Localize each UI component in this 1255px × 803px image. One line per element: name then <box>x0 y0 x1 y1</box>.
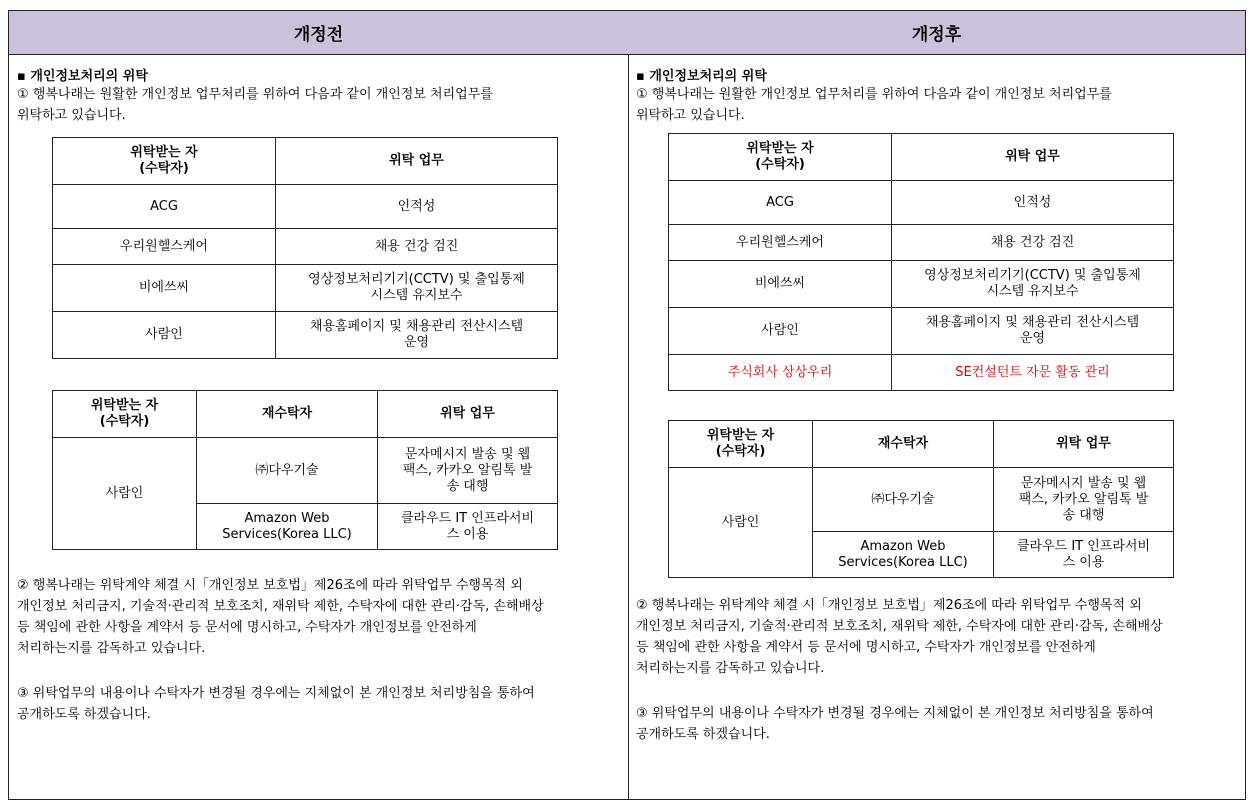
intro-line: ① 행복나래는 원활한 개인정보 업무처리를 위하여 다음과 같이 개인정보 처리업무를 <box>17 87 493 102</box>
header-after: 개정후 <box>628 11 1245 55</box>
paragraph-line: ③ 위탁업무의 내용이나 수탁자가 변경될 경우에는 지체없이 본 개인정보 처리방침을 통하여 <box>17 686 535 701</box>
table-row <box>53 312 558 359</box>
paragraph-line: ③ 위탁업무의 내용이나 수탁자가 변경될 경우에는 지체없이 본 개인정보 처리방침을 통하여 <box>636 706 1154 721</box>
cell-consignee-added: 주식회사 상상우리 <box>669 355 892 391</box>
paragraph-2 <box>636 595 1163 679</box>
cell-task: 영상정보처리기기(CCTV) 및 출입통제 시스템 유지보수 <box>892 261 1174 308</box>
table-row <box>669 225 1174 261</box>
intro-paragraph <box>17 84 493 126</box>
table-row <box>669 308 1174 355</box>
header-task <box>276 138 558 185</box>
cell-text: 위탁받는 자 (수탁자) <box>746 141 814 172</box>
paragraph-line: 처리하는지를 감독하고 있습니다. <box>636 661 825 676</box>
cell-consignee: 우리원헬스케어 <box>53 229 276 265</box>
cell-consignee: ACG <box>669 181 892 225</box>
cell-consignee: 사람인 <box>53 438 197 550</box>
table-row <box>53 265 558 312</box>
cell-text: 위탁 업무 <box>1005 149 1060 164</box>
intro-line: 위탁하고 있습니다. <box>17 108 126 123</box>
paragraph-line: 처리하는지를 감독하고 있습니다. <box>17 641 206 656</box>
cell-subcontractor: ㈜다우기술 <box>197 438 378 504</box>
cell-task: 인적성 <box>276 185 558 229</box>
cell-task: 클라우드 IT 인프라서비 스 이용 <box>378 504 558 550</box>
cell-consignee: 사람인 <box>53 312 276 359</box>
cell-consignee: 사람인 <box>669 308 892 355</box>
section-title: ▪ 개인정보처리의 위탁 <box>636 69 767 84</box>
cell-consignee: 우리원헬스케어 <box>669 225 892 261</box>
table-row <box>669 181 1174 225</box>
cell-consignee: 사람인 <box>669 468 813 578</box>
cell-consignee: 비에쓰씨 <box>669 261 892 308</box>
table-row <box>53 229 558 265</box>
cell-task: 문자메시지 발송 및 웹 팩스, 카카오 알림톡 발 송 대행 <box>378 438 558 504</box>
cell-task: 채용 건강 검진 <box>892 225 1174 261</box>
intro-paragraph <box>636 84 1112 126</box>
column-before <box>9 11 629 799</box>
paragraph-3 <box>17 683 535 725</box>
header-consignee <box>669 421 813 468</box>
cell-text: 위탁받는 자 (수탁자) <box>706 428 775 459</box>
cell-subcontractor: Amazon Web Services(Korea LLC) <box>813 532 994 578</box>
cell-text: 위탁받는 자 (수탁자) <box>130 145 198 176</box>
cell-task: 인적성 <box>892 181 1174 225</box>
paragraph-line: 공개하도록 하겠습니다. <box>17 707 151 722</box>
paragraph-2 <box>17 575 544 659</box>
consignee-table <box>668 133 1174 391</box>
cell-consignee: 비에쓰씨 <box>53 265 276 312</box>
cell-task: 영상정보처리기기(CCTV) 및 출입통제 시스템 유지보수 <box>276 265 558 312</box>
header-subcontractor: 재수탁자 <box>813 421 994 468</box>
paragraph-3 <box>636 703 1154 745</box>
cell-task: 채용홈페이지 및 채용관리 전산시스템 운영 <box>276 312 558 359</box>
comparison-frame <box>8 10 1246 800</box>
subcontractor-table <box>52 390 558 550</box>
paragraph-line: ② 행복나래는 위탁계약 체결 시「개인정보 보호법」제26조에 따라 위탁업무 수행목적 외 <box>636 598 1142 613</box>
cell-text: 위탁받는 자 (수탁자) <box>90 398 159 429</box>
header-subcontractor: 재수탁자 <box>197 391 378 438</box>
subcontractor-table <box>668 420 1174 578</box>
consignee-table <box>52 137 558 359</box>
table-row <box>669 261 1174 308</box>
paragraph-line: 개인정보 처리금지, 기술적·관리적 보호조치, 재위탁 제한, 수탁자에 대한 관리·감독, 손해배상 <box>17 599 544 614</box>
paragraph-line: 개인정보 처리금지, 기술적·관리적 보호조치, 재위탁 제한, 수탁자에 대한 관리·감독, 손해배상 <box>636 619 1163 634</box>
cell-task-added: SE컨설턴트 자문 활동 관리 <box>892 355 1174 391</box>
cell-task: 채용 건강 검진 <box>276 229 558 265</box>
table-row <box>53 185 558 229</box>
header-before: 개정전 <box>9 11 628 55</box>
table-row <box>669 468 1174 532</box>
table-row-added <box>669 355 1174 391</box>
header-task <box>892 134 1174 181</box>
cell-subcontractor: ㈜다우기술 <box>813 468 994 532</box>
intro-line: ① 행복나래는 원활한 개인정보 업무처리를 위하여 다음과 같이 개인정보 처리업무를 <box>636 87 1112 102</box>
cell-task: 채용홈페이지 및 채용관리 전산시스템 운영 <box>892 308 1174 355</box>
header-consignee <box>53 391 197 438</box>
header-task: 위탁 업무 <box>994 421 1174 468</box>
paragraph-line: 공개하도록 하겠습니다. <box>636 727 770 742</box>
cell-subcontractor: Amazon Web Services(Korea LLC) <box>197 504 378 550</box>
cell-consignee: ACG <box>53 185 276 229</box>
paragraph-line: 등 책임에 관한 사항을 계약서 등 문서에 명시하고, 수탁자가 개인정보를 안전하게 <box>636 640 1096 655</box>
paragraph-line: ② 행복나래는 위탁계약 체결 시「개인정보 보호법」제26조에 따라 위탁업무 수행목적 외 <box>17 578 523 593</box>
header-consignee <box>53 138 276 185</box>
table-row <box>53 438 558 504</box>
cell-task: 문자메시지 발송 및 웹 팩스, 카카오 알림톡 발 송 대행 <box>994 468 1174 532</box>
section-title: ▪ 개인정보처리의 위탁 <box>17 69 148 84</box>
header-task: 위탁 업무 <box>378 391 558 438</box>
paragraph-line: 등 책임에 관한 사항을 계약서 등 문서에 명시하고, 수탁자가 개인정보를 안전하게 <box>17 620 477 635</box>
cell-text: 위탁 업무 <box>389 153 444 168</box>
header-consignee <box>669 134 892 181</box>
cell-task: 클라우드 IT 인프라서비 스 이용 <box>994 532 1174 578</box>
intro-line: 위탁하고 있습니다. <box>636 108 745 123</box>
column-after <box>628 11 1245 799</box>
